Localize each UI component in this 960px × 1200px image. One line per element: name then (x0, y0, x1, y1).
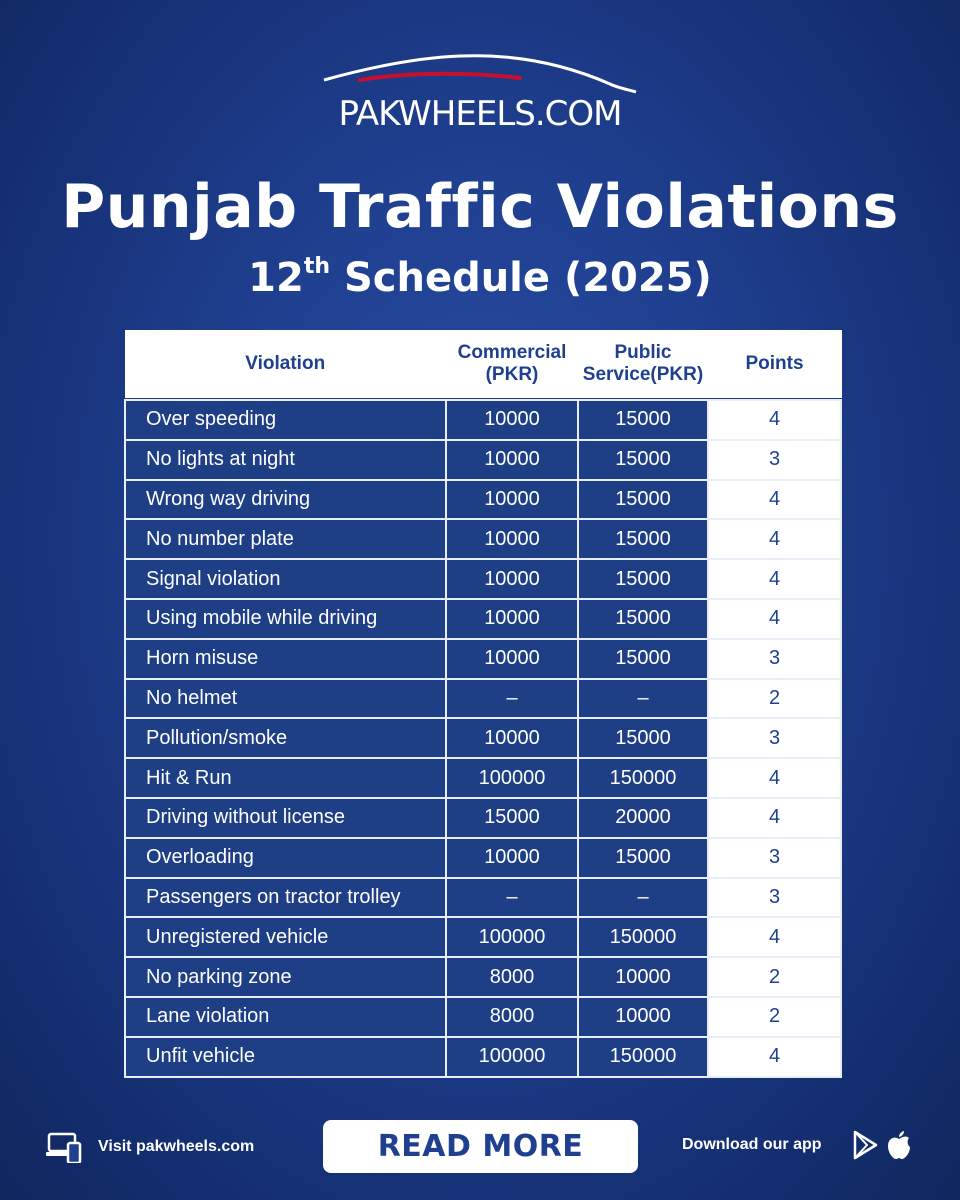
table-row (125, 718, 841, 758)
cell-commercial: 10000 (446, 718, 578, 758)
cell-violation: Lane violation (125, 997, 446, 1037)
cell-public-service: 20000 (578, 798, 708, 838)
cell-points: 3 (708, 639, 841, 679)
violations-table (124, 330, 842, 1078)
table-row (125, 798, 841, 838)
header-points: Points (708, 330, 841, 398)
cell-violation: Passengers on tractor trolley (125, 878, 446, 918)
cell-points: 4 (708, 1037, 841, 1077)
subtitle-ordinal: th (303, 254, 331, 279)
cell-public-service: – (578, 878, 708, 918)
table-row (125, 679, 841, 719)
cell-violation: Driving without license (125, 798, 446, 838)
cell-public-service: 15000 (578, 718, 708, 758)
cell-public-service: 15000 (578, 838, 708, 878)
cell-public-service: 150000 (578, 1037, 708, 1077)
play-store-icon[interactable] (852, 1130, 878, 1160)
cell-commercial: 10000 (446, 400, 578, 440)
laptop-phone-icon (46, 1131, 82, 1163)
cell-points: 3 (708, 718, 841, 758)
cell-violation: Signal violation (125, 559, 446, 599)
cell-public-service: 15000 (578, 400, 708, 440)
cell-commercial: 10000 (446, 480, 578, 520)
cell-points: 4 (708, 599, 841, 639)
visit-site-link[interactable] (46, 1130, 254, 1164)
cell-public-service: 10000 (578, 997, 708, 1037)
cell-commercial: – (446, 878, 578, 918)
read-more-button[interactable]: READ MORE (323, 1120, 638, 1173)
cell-public-service: 15000 (578, 440, 708, 480)
table-row (125, 917, 841, 957)
cell-public-service: 15000 (578, 639, 708, 679)
cell-points: 4 (708, 480, 841, 520)
cell-commercial: 8000 (446, 997, 578, 1037)
cell-commercial: – (446, 679, 578, 719)
cell-commercial: 10000 (446, 519, 578, 559)
cell-commercial: 10000 (446, 838, 578, 878)
cell-points: 3 (708, 838, 841, 878)
cell-violation: No number plate (125, 519, 446, 559)
download-app-label: Download our app (682, 1136, 822, 1153)
table-row (125, 997, 841, 1037)
cell-violation: Using mobile while driving (125, 599, 446, 639)
visit-text: Visit pakwheels.com (98, 1138, 255, 1155)
cell-commercial: 100000 (446, 917, 578, 957)
cell-commercial: 10000 (446, 639, 578, 679)
apple-icon[interactable] (886, 1130, 912, 1160)
table-row (125, 878, 841, 918)
cell-points: 4 (708, 758, 841, 798)
header-violation: Violation (125, 330, 446, 398)
cell-violation: No helmet (125, 679, 446, 719)
car-silhouette-icon (320, 50, 640, 100)
cell-points: 2 (708, 997, 841, 1037)
subtitle-text: Schedule (2025) (330, 255, 712, 301)
cell-commercial: 100000 (446, 1037, 578, 1077)
cell-points: 2 (708, 957, 841, 997)
cell-commercial: 8000 (446, 957, 578, 997)
cell-points: 4 (708, 917, 841, 957)
cell-commercial: 15000 (446, 798, 578, 838)
table-row (125, 599, 841, 639)
cell-violation: Overloading (125, 838, 446, 878)
brand-logo (0, 50, 960, 134)
cell-violation: Unfit vehicle (125, 1037, 446, 1077)
table-row (125, 480, 841, 520)
cell-violation: No parking zone (125, 957, 446, 997)
subtitle-number: 12 (248, 255, 304, 301)
cell-public-service: 15000 (578, 519, 708, 559)
cell-public-service: 150000 (578, 758, 708, 798)
cell-commercial: 10000 (446, 559, 578, 599)
cell-public-service: 15000 (578, 480, 708, 520)
cell-points: 4 (708, 400, 841, 440)
cell-points: 3 (708, 440, 841, 480)
cell-public-service: – (578, 679, 708, 719)
cell-violation: Hit & Run (125, 758, 446, 798)
brand-name: PAKWHEELS.COM (338, 94, 622, 134)
header-commercial: Commercial (PKR) (446, 330, 578, 398)
cell-violation: Wrong way driving (125, 480, 446, 520)
table-row (125, 559, 841, 599)
table-row (125, 957, 841, 997)
table-body (125, 400, 841, 1077)
cell-violation: Pollution/smoke (125, 718, 446, 758)
cell-points: 4 (708, 798, 841, 838)
cell-violation: Unregistered vehicle (125, 917, 446, 957)
cell-points: 4 (708, 519, 841, 559)
cell-commercial: 10000 (446, 440, 578, 480)
cell-commercial: 100000 (446, 758, 578, 798)
cell-public-service: 15000 (578, 559, 708, 599)
page-subtitle (0, 254, 960, 301)
cell-points: 3 (708, 878, 841, 918)
cell-violation: Horn misuse (125, 639, 446, 679)
page-title: Punjab Traffic Violations (61, 172, 899, 242)
table-row (125, 639, 841, 679)
header-public-service: Public Service(PKR) (578, 330, 708, 398)
cell-points: 2 (708, 679, 841, 719)
cell-public-service: 150000 (578, 917, 708, 957)
table-header-row (125, 330, 841, 398)
cell-violation: Over speeding (125, 400, 446, 440)
cell-points: 4 (708, 559, 841, 599)
table-row (125, 758, 841, 798)
cell-public-service: 15000 (578, 599, 708, 639)
table-row (125, 440, 841, 480)
table-row (125, 400, 841, 440)
table-row (125, 519, 841, 559)
table-row (125, 838, 841, 878)
table-row (125, 1037, 841, 1077)
cell-commercial: 10000 (446, 599, 578, 639)
store-icons (852, 1130, 912, 1160)
cell-public-service: 10000 (578, 957, 708, 997)
cell-violation: No lights at night (125, 440, 446, 480)
